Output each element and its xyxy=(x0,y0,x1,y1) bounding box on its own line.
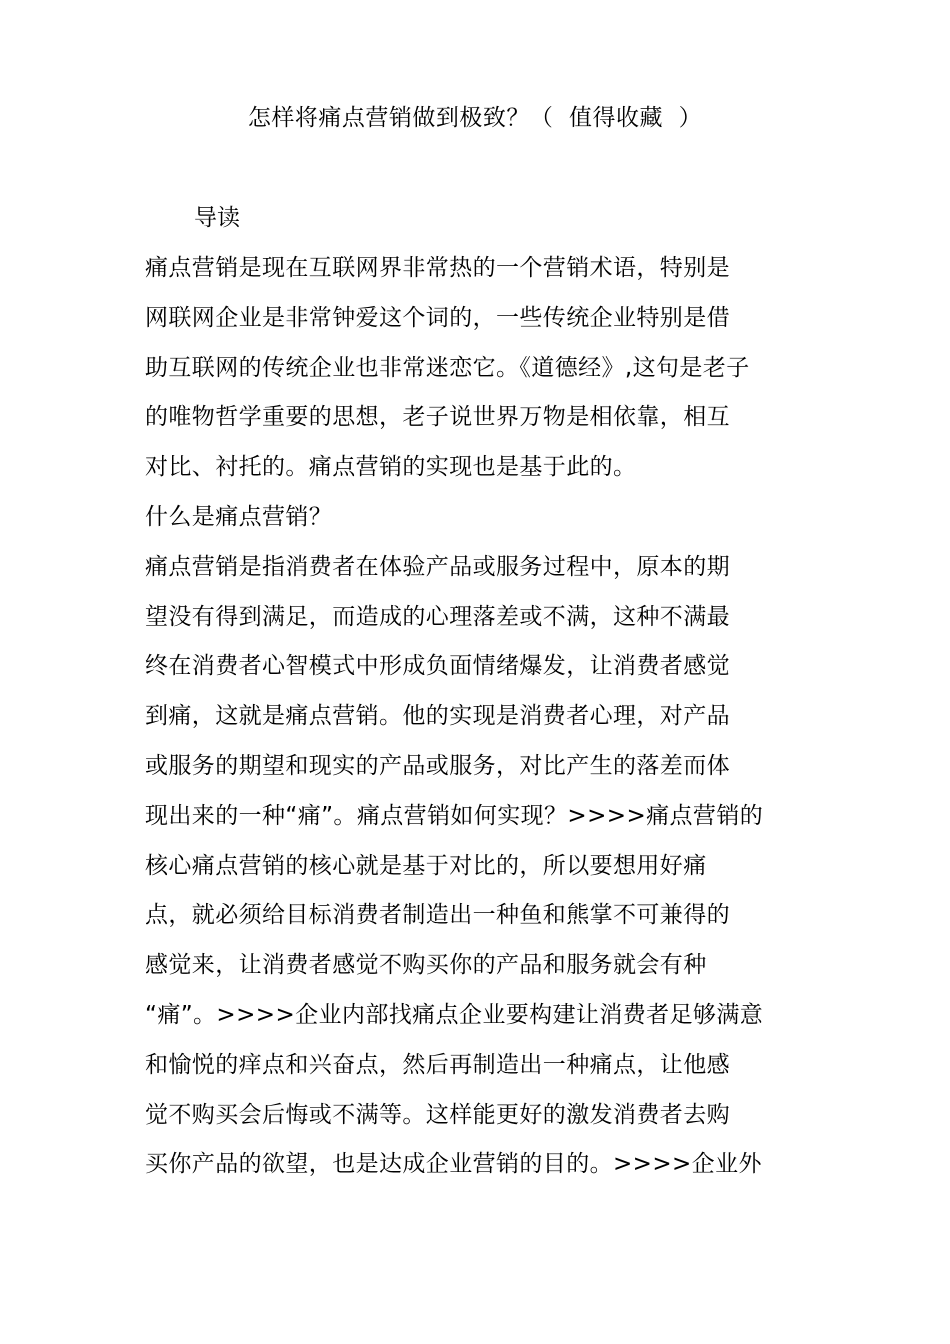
body-line: 感觉来，让消费者感觉不购买你的产品和服务就会有种 xyxy=(145,952,707,979)
body-line: 助互联网的传统企业也非常迷恋它。《道德经》,这句是老子 xyxy=(145,354,750,381)
body-line: 对比、衬托的。痛点营销的实现也是基于此的。 xyxy=(145,454,637,481)
body-line: 望没有得到满足，而造成的心理落差或不满，这种不满最 xyxy=(145,603,730,630)
body-line: 觉不购买会后悔或不满等。这样能更好的激发消费者去购 xyxy=(145,1101,730,1128)
body-line: 痛点营销是现在互联网界非常热的一个营销术语，特别是 xyxy=(145,255,730,281)
section-heading: 什么是痛点营销？ xyxy=(145,503,333,530)
document-title: 怎样将痛点营销做到极致？（ 值得收藏 ） xyxy=(247,105,703,131)
body-text xyxy=(145,250,825,1196)
body-line: 和愉悦的痒点和兴奋点，然后再制造出一种痛点，让他感 xyxy=(145,1051,730,1078)
body-line: 的唯物哲学重要的思想，老子说世界万物是相依靠，相互 xyxy=(145,404,730,431)
body-line: 点，就必须给目标消费者制造出一种鱼和熊掌不可兼得的 xyxy=(145,902,730,929)
body-line: 现出来的一种“痛”。痛点营销如何实现？>>>>痛点营销的 xyxy=(145,802,764,829)
body-line: 或服务的期望和现实的产品或服务，对比产生的落差而体 xyxy=(145,752,730,779)
body-line: 终在消费者心智模式中形成负面情绪爆发，让消费者感觉 xyxy=(145,653,730,680)
body-line: “痛”。>>>>企业内部找痛点企业要构建让消费者足够满意 xyxy=(145,1001,764,1028)
body-line: 买你产品的欲望，也是达成企业营销的目的。>>>>企业外 xyxy=(145,1151,762,1178)
body-line: 到痛，这就是痛点营销。他的实现是消费者心理，对产品 xyxy=(145,703,730,730)
body-line: 网联网企业是非常钟爱这个词的，一些传统企业特别是借 xyxy=(145,304,730,331)
intro-heading: 导读 xyxy=(194,205,240,231)
body-line: 核心痛点营销的核心就是基于对比的，所以要想用好痛 xyxy=(145,852,707,879)
body-line: 痛点营销是指消费者在体验产品或服务过程中，原本的期 xyxy=(145,553,730,580)
